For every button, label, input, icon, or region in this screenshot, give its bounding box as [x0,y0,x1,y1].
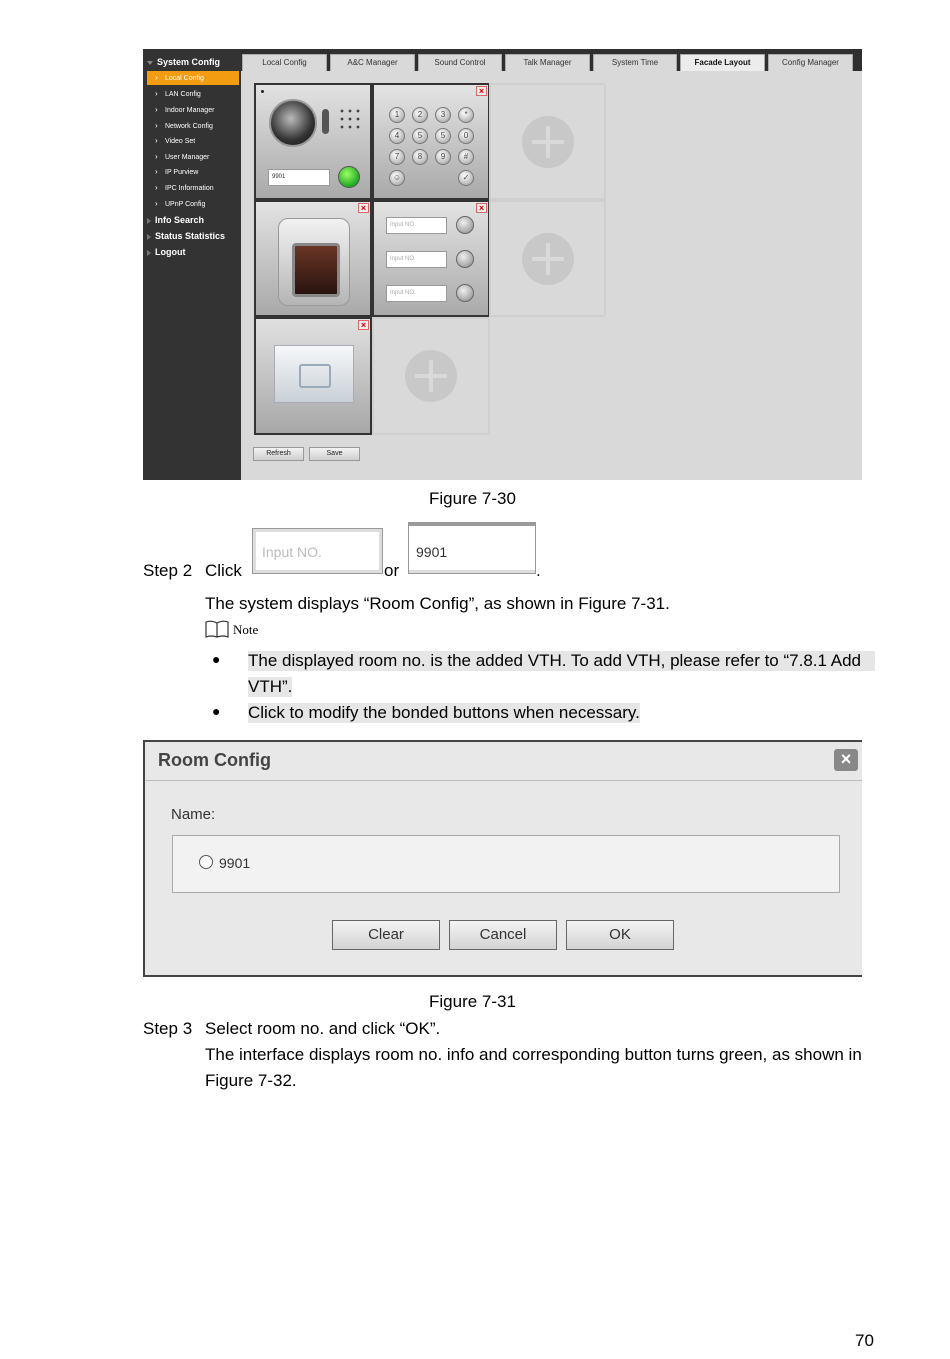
figure-7-30-caption: Figure 7-30 [429,489,516,508]
dialog-divider [145,780,862,781]
empty-slot-panel[interactable] [372,317,490,435]
input-no-field-2[interactable]: Input NO. [386,251,447,268]
sidebar-item-local-config[interactable]: › Local Config [147,71,239,85]
step-3-text: Select room no. and click “OK”. [205,1019,441,1038]
room-number-sample[interactable]: 9901 [408,522,536,574]
tab-ac-manager[interactable]: A&C Manager [330,54,415,71]
fingerprint-sensor-icon [292,243,340,297]
step-2-period: . [536,561,541,580]
name-label: Name: [171,806,216,823]
sidebar-item-indoor-manager[interactable]: › Indoor Manager [155,105,215,114]
key-9: 9 [435,149,451,165]
add-module-icon [405,350,457,402]
camera-lens-icon [269,99,317,147]
save-button[interactable]: Save [309,447,360,461]
key-3: 3 [435,107,451,123]
card-reader-icon [274,345,354,403]
sidebar-item-user-manager[interactable]: › User Manager [155,152,210,161]
remove-module-icon[interactable]: × [358,320,369,330]
call-button-green[interactable] [338,166,360,188]
note-bullet-1: The displayed room no. is the added VTH. To add VTH, please refer to “7.8.1 Add [248,651,875,671]
room-number-label[interactable]: 9901 [219,855,251,871]
sensor-slot-icon [322,109,329,134]
speaker-grille-icon [338,107,362,133]
cancel-button[interactable]: Cancel [449,920,557,950]
remove-module-icon[interactable]: × [358,203,369,213]
call-button-2[interactable] [456,250,474,268]
tab-bar [241,49,862,71]
bullet-icon: ● [212,651,221,667]
sidebar-item-video-set[interactable]: › Video Set [155,136,196,145]
card-reader-module-panel[interactable] [254,317,372,435]
key-person-icon: ☺ [389,170,405,186]
sidebar-info-search[interactable]: Info Search [147,215,204,225]
dialog-title: Room Config [158,750,271,770]
sidebar-item-ip-purview[interactable]: › IP Purview [155,167,199,176]
add-module-icon [522,116,574,168]
key-check-icon: ✓ [458,170,474,186]
figure-7-30-screenshot [143,49,862,480]
step-2-or-text: or [384,561,400,580]
close-icon[interactable]: × [834,749,858,771]
remove-module-icon[interactable]: × [476,86,487,96]
tab-sound-control[interactable]: Sound Control [418,54,502,71]
keypad-module-panel[interactable] [372,83,490,200]
sidebar-item-lan-config[interactable]: › LAN Config [155,89,201,98]
sidebar-status-statistics[interactable]: Status Statistics [147,231,225,241]
key-7: 7 [389,149,405,165]
call-button-1[interactable] [456,216,474,234]
remove-module-icon[interactable]: × [476,203,487,213]
room-radio[interactable] [199,855,213,869]
key-6: 5 [435,128,451,144]
step-3-description: The interface displays room no. info and corresponding button turns green, as shown in [205,1045,862,1064]
card-symbol-icon [299,364,331,388]
clear-button[interactable]: Clear [332,920,440,950]
note-bullet-2: Click to modify the bonded buttons when necessary. [248,703,640,722]
key-8: 8 [412,149,428,165]
sidebar-item-ipc-information[interactable]: › IPC Information [155,183,214,192]
sidebar [143,49,241,480]
fingerprint-reader-icon [278,218,350,306]
key-star: * [458,107,474,123]
input-no-field-1[interactable]: Input NO. [386,217,447,234]
camera-module-panel[interactable] [254,83,372,200]
key-0: 0 [458,128,474,144]
refresh-button[interactable]: Refresh [253,447,304,461]
tab-system-time[interactable]: System Time [593,54,677,71]
key-hash: # [458,149,474,165]
room-config-dialog [143,740,862,977]
call-button-3[interactable] [456,284,474,302]
key-5: 5 [412,128,428,144]
input-no-sample[interactable]: Input NO. [252,528,383,574]
sidebar-logout[interactable]: Logout [147,247,186,257]
key-4: 4 [389,128,405,144]
note-label: Note [233,622,259,637]
tab-talk-manager[interactable]: Talk Manager [505,54,590,71]
page-number: 70 [855,1331,874,1350]
step-2-label: Step 2 [143,561,193,580]
indicator-dot [261,90,264,93]
step-2-description: The system displays “Room Config”, as shown in Figure 7-31. [205,594,670,613]
step-3-description-cont: Figure 7-32. [205,1071,297,1090]
tab-config-manager[interactable]: Config Manager [768,54,853,71]
sidebar-item-network-config[interactable]: › Network Config [155,121,213,130]
bullet-icon: ● [212,703,221,719]
step-3-label: Step 3 [143,1019,193,1038]
buttons-module-panel[interactable] [372,200,490,317]
room-number-field[interactable]: 9901 [268,169,330,186]
ok-button[interactable]: OK [566,920,674,950]
step-2-click-text: Click [205,561,242,580]
tab-facade-layout[interactable]: Facade Layout [680,54,765,71]
empty-slot-panel[interactable] [489,83,606,200]
tab-local-config[interactable]: Local Config [242,54,327,71]
figure-7-31-caption: Figure 7-31 [429,992,516,1011]
key-1: 1 [389,107,405,123]
key-2: 2 [412,107,428,123]
room-list [172,835,840,893]
sidebar-item-upnp-config[interactable]: › UPnP Config [155,199,206,208]
input-no-field-3[interactable]: Input NO. [386,285,447,302]
sidebar-system-config[interactable]: System Config [147,57,220,67]
note-bullet-1-cont: VTH”. [248,677,293,696]
add-module-icon [522,233,574,285]
fingerprint-module-panel[interactable] [254,200,372,317]
empty-slot-panel[interactable] [489,200,606,317]
note-book-icon [205,620,229,638]
